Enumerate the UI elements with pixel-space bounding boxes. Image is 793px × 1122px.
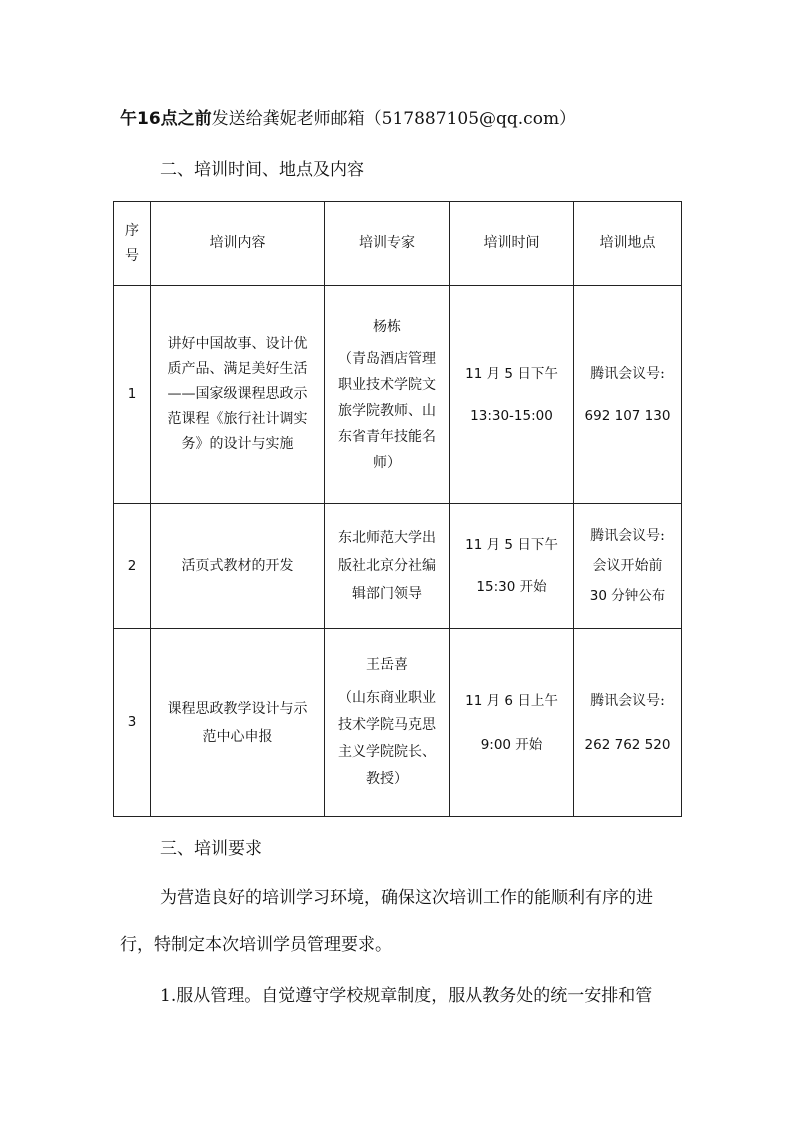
expert-line: （青岛酒店管理 (338, 350, 436, 367)
content-line: 活页式教材的开发 (181, 557, 294, 574)
content-line: 讲好中国故事、设计优 (167, 336, 308, 352)
row-time (450, 504, 574, 629)
row-content (151, 286, 325, 504)
table-header-row (114, 202, 682, 286)
expert-line: 东省青年技能名 (338, 428, 436, 445)
expert-line: 教授） (366, 771, 408, 787)
expert-line: 职业技术学院文 (338, 376, 436, 393)
content-line: 范中心申报 (202, 728, 273, 745)
expert-line: 东北师范大学出 (338, 530, 436, 546)
header-seq (114, 202, 151, 286)
content-line: ——国家级课程思政示 (167, 386, 308, 402)
expert-line: 杨栋 (373, 318, 401, 335)
content-line: 务》的设计与实施 (181, 436, 294, 452)
time-line: 15:30 开始 (476, 579, 547, 595)
time-line: 13:30-15:00 (470, 407, 553, 424)
para1-line2: 行，特制定本次培训学员管理要求。 (120, 935, 392, 955)
expert-line: 主义学院院长、 (338, 744, 436, 760)
location-line: 692 107 130 (584, 407, 671, 424)
row-content (151, 629, 325, 817)
location-line: 腾讯会议号: (590, 692, 665, 709)
time-line: 9:00 开始 (480, 736, 543, 753)
row-seq: 1 (114, 286, 151, 504)
content-line: 范课程《旅行社计调实 (167, 411, 308, 427)
expert-line: 师） (373, 454, 401, 471)
row-expert (325, 629, 450, 817)
expert-line: 技术学院马克思 (338, 717, 436, 733)
expert-line: 王岳喜 (366, 657, 408, 673)
para1-line1: 为营造良好的培训学习环境，确保这次培训工作的能顺利有序的进 (160, 888, 653, 908)
location-line: 腾讯会议号: (590, 528, 665, 544)
table-row (114, 504, 682, 629)
section3-heading: 三、培训要求 (160, 839, 262, 859)
row-time (450, 286, 574, 504)
location-line: 会议开始前 (592, 558, 663, 574)
time-line: 11 月 5 日下午 (465, 365, 558, 382)
header-time: 培训时间 (450, 202, 574, 286)
intro-bold-text: 午16点之前 (120, 109, 212, 129)
row-time (450, 629, 574, 817)
header-location: 培训地点 (574, 202, 682, 286)
location-line: 腾讯会议号: (590, 365, 665, 382)
content-line: 质产品、满足美好生活 (167, 361, 308, 377)
row-expert (325, 286, 450, 504)
header-seq-line: 序 (125, 222, 139, 239)
row-location (574, 629, 682, 817)
row-location (574, 286, 682, 504)
row-seq: 2 (114, 504, 151, 629)
content-line: 课程思政教学设计与示 (167, 700, 308, 717)
row-seq: 3 (114, 629, 151, 817)
intro-line (120, 107, 576, 131)
location-line: 262 762 520 (584, 736, 671, 753)
expert-line: 版社北京分社编 (338, 558, 436, 574)
row-expert (325, 504, 450, 629)
time-line: 11 月 6 日上午 (465, 692, 558, 709)
row-content (151, 504, 325, 629)
expert-line: 辑部门领导 (352, 586, 422, 602)
para2-line1: 1.服从管理。自觉遵守学校规章制度，服从教务处的统一安排和管 (160, 986, 653, 1006)
table-row (114, 629, 682, 817)
table-row (114, 286, 682, 504)
header-content: 培训内容 (151, 202, 325, 286)
header-seq-line: 号 (125, 247, 139, 264)
header-expert: 培训专家 (325, 202, 450, 286)
expert-line: （山东商业职业 (338, 690, 436, 706)
expert-line: 旅学院教师、山 (338, 402, 436, 419)
training-table (113, 201, 682, 817)
time-line: 11 月 5 日下午 (465, 537, 558, 553)
section2-heading: 二、培训时间、地点及内容 (160, 160, 364, 180)
row-location (574, 504, 682, 629)
intro-rest-text: 发送给龚妮老师邮箱（517887105@qq.com） (211, 109, 577, 129)
location-line: 30 分钟公布 (589, 588, 666, 604)
